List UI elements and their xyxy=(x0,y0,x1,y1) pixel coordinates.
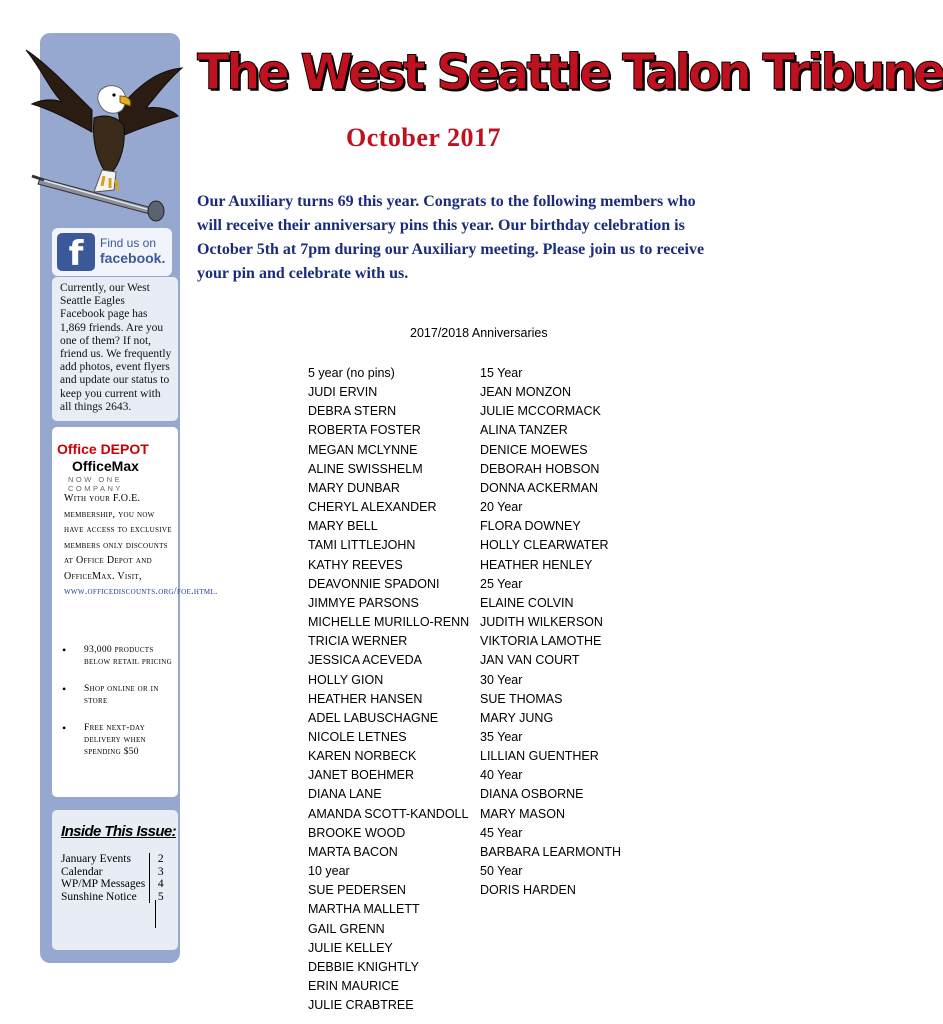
member-name: ELAINE COLVIN xyxy=(480,595,574,610)
anniversaries-title: 2017/2018 Anniversaries xyxy=(410,326,548,340)
member-name: JIMMYE PARSONS xyxy=(308,595,419,610)
inside-issue-title: Inside This Issue: xyxy=(61,823,177,840)
inside-issue-item xyxy=(61,853,171,866)
office-depot-bullets xyxy=(62,644,178,773)
office-depot-link[interactable]: www.officediscounts.org/foe.html. xyxy=(64,586,218,597)
eagle-body xyxy=(94,116,125,176)
inside-issue-item-page: 2 xyxy=(149,853,171,866)
member-name: SUE THOMAS xyxy=(480,691,563,706)
inside-issue-item-page: 4 xyxy=(149,878,171,891)
member-name: CHERYL ALEXANDER xyxy=(308,500,437,515)
anniversary-heading: 20 Year xyxy=(480,500,523,515)
member-name: MARTA BACON xyxy=(308,844,398,859)
member-name: DEBBIE KNIGHTLY xyxy=(308,959,419,974)
member-name: HOLLY CLEARWATER xyxy=(480,538,609,553)
intro-paragraph: Our Auxiliary turns 69 this year. Congrats to the following members who will receive their anniversary pins this year. Our birthday celebration is October 5th at 7pm during our Auxiliary meeting. Please join us to receive your pin and celebrate with us. xyxy=(197,193,705,282)
member-name: MICHELLE MURILLO-RENN xyxy=(308,615,470,630)
member-name: DIANA OSBORNE xyxy=(480,787,584,802)
member-name: HEATHER HANSEN xyxy=(308,691,423,706)
facebook-description: Currently, our West Seattle Eagles Facebook page has 1,869 friends. Are you one of them? If not, friend us. We frequently add photos, event flyers and update our status to keep you current with all things 2643. xyxy=(60,282,172,413)
member-name: LILLIAN GUENTHER xyxy=(480,749,599,764)
member-name: HEATHER HENLEY xyxy=(480,557,593,572)
member-name: DEBORAH HOBSON xyxy=(480,461,600,476)
facebook-brand: facebook. xyxy=(100,250,166,266)
anniversary-heading: 5 year (no pins) xyxy=(308,366,395,380)
anniversaries-right-column xyxy=(480,364,655,900)
facebook-icon: f xyxy=(57,233,95,271)
member-name: DENICE MOEWES xyxy=(480,442,588,457)
office-depot-bullet: • 93,000 products below retail pricing xyxy=(62,644,178,668)
anniversary-heading: 10 year xyxy=(308,864,350,879)
office-depot-logo: Office DEPOT xyxy=(57,441,149,457)
member-name: TAMI LITTLEJOHN xyxy=(308,538,416,553)
office-depot-bullet: • Free next-day delivery when spending $50 xyxy=(62,722,178,758)
inside-issue-divider xyxy=(155,900,156,928)
inside-issue-item-title: Calendar xyxy=(61,865,103,878)
member-name: ALINE SWISSHELM xyxy=(308,461,423,476)
member-name: JULIE CRABTREE xyxy=(308,998,414,1013)
member-name: DONNA ACKERMAN xyxy=(480,480,599,495)
member-name: JEAN MONZON xyxy=(480,385,571,400)
office-depot-text: With your F.O.E. membership, you now have access to exclusive members only discounts at Office Depot and OfficeMax. Visit, xyxy=(64,493,172,582)
member-name: MARY DUNBAR xyxy=(308,480,400,495)
facebook-badge-text xyxy=(100,236,170,266)
member-name: ROBERTA FOSTER xyxy=(308,423,421,438)
anniversary-heading: 40 Year xyxy=(480,768,523,783)
anniversary-heading: 35 Year xyxy=(480,729,523,744)
member-name: DEBRA STERN xyxy=(308,404,397,419)
member-name: FLORA DOWNEY xyxy=(480,519,581,534)
member-name: JULIE MCCORMACK xyxy=(480,404,601,419)
anniversary-heading: 15 Year xyxy=(480,366,523,380)
office-depot-description xyxy=(64,491,218,600)
issue-date: October 2017 xyxy=(346,123,501,152)
inside-issue-item xyxy=(61,878,171,891)
inside-issue-item-title: January Events xyxy=(61,853,131,865)
member-name: KAREN NORBECK xyxy=(308,749,417,764)
officemax-logo: OfficeMax xyxy=(72,458,139,474)
member-name: GAIL GRENN xyxy=(308,921,385,936)
member-name: MARY BELL xyxy=(308,519,378,534)
member-name: MEGAN MCLYNNE xyxy=(308,442,418,457)
member-name: JAN VAN COURT xyxy=(480,653,580,668)
inside-issue-item-page: 5 xyxy=(149,891,171,904)
office-depot-bullet: • Shop online or in store xyxy=(62,683,178,707)
inside-issue-item-title: WP/MP Messages xyxy=(61,878,146,890)
member-name: BROOKE WOOD xyxy=(308,825,406,840)
member-name: MARY MASON xyxy=(480,806,565,821)
member-name: TRICIA WERNER xyxy=(308,634,408,649)
inside-issue-list xyxy=(61,853,171,903)
member-name: ERIN MAURICE xyxy=(308,979,399,993)
office-depot-tagline: NOW ONE COMPANY xyxy=(68,475,123,493)
member-name: MARTHA MALLETT xyxy=(308,902,420,917)
member-name: BARBARA LEARMONTH xyxy=(480,844,622,859)
member-name: DEAVONNIE SPADONI xyxy=(308,576,440,591)
inside-issue-item xyxy=(61,866,171,879)
anniversary-heading: 30 Year xyxy=(480,672,523,687)
inside-issue-item-title: Sunshine Notice xyxy=(61,890,137,903)
eagle-illustration xyxy=(22,40,188,220)
anniversary-heading: 45 Year xyxy=(480,825,523,840)
member-name: DORIS HARDEN xyxy=(480,883,576,898)
member-name: ADEL LABUSCHAGNE xyxy=(308,710,439,725)
masthead-title: The West Seattle Talon Tribune xyxy=(197,44,943,101)
member-name: NICOLE LETNES xyxy=(308,729,407,744)
member-name: JUDI ERVIN xyxy=(308,385,378,400)
member-name: SUE PEDERSEN xyxy=(308,883,406,898)
anniversaries-left-column xyxy=(308,364,483,1015)
member-name: KATHY REEVES xyxy=(308,557,403,572)
member-name: VIKTORIA LAMOTHE xyxy=(480,634,602,649)
member-name: ALINA TANZER xyxy=(480,423,568,438)
member-name: JUDITH WILKERSON xyxy=(480,615,603,630)
anniversary-heading: 25 Year xyxy=(480,576,523,591)
member-name: JULIE KELLEY xyxy=(308,940,393,955)
member-name: JESSICA ACEVEDA xyxy=(308,653,422,668)
eagle-left-wing xyxy=(26,50,92,132)
member-name: DIANA LANE xyxy=(308,787,382,802)
facebook-find-us: Find us on xyxy=(100,236,157,250)
member-name: AMANDA SCOTT-KANDOLL xyxy=(308,806,469,821)
member-name: HOLLY GION xyxy=(308,672,384,687)
anniversary-heading: 50 Year xyxy=(480,864,523,879)
member-name: MARY JUNG xyxy=(480,710,554,725)
member-name: JANET BOEHMER xyxy=(308,768,415,783)
inside-issue-item-page: 3 xyxy=(149,866,171,879)
